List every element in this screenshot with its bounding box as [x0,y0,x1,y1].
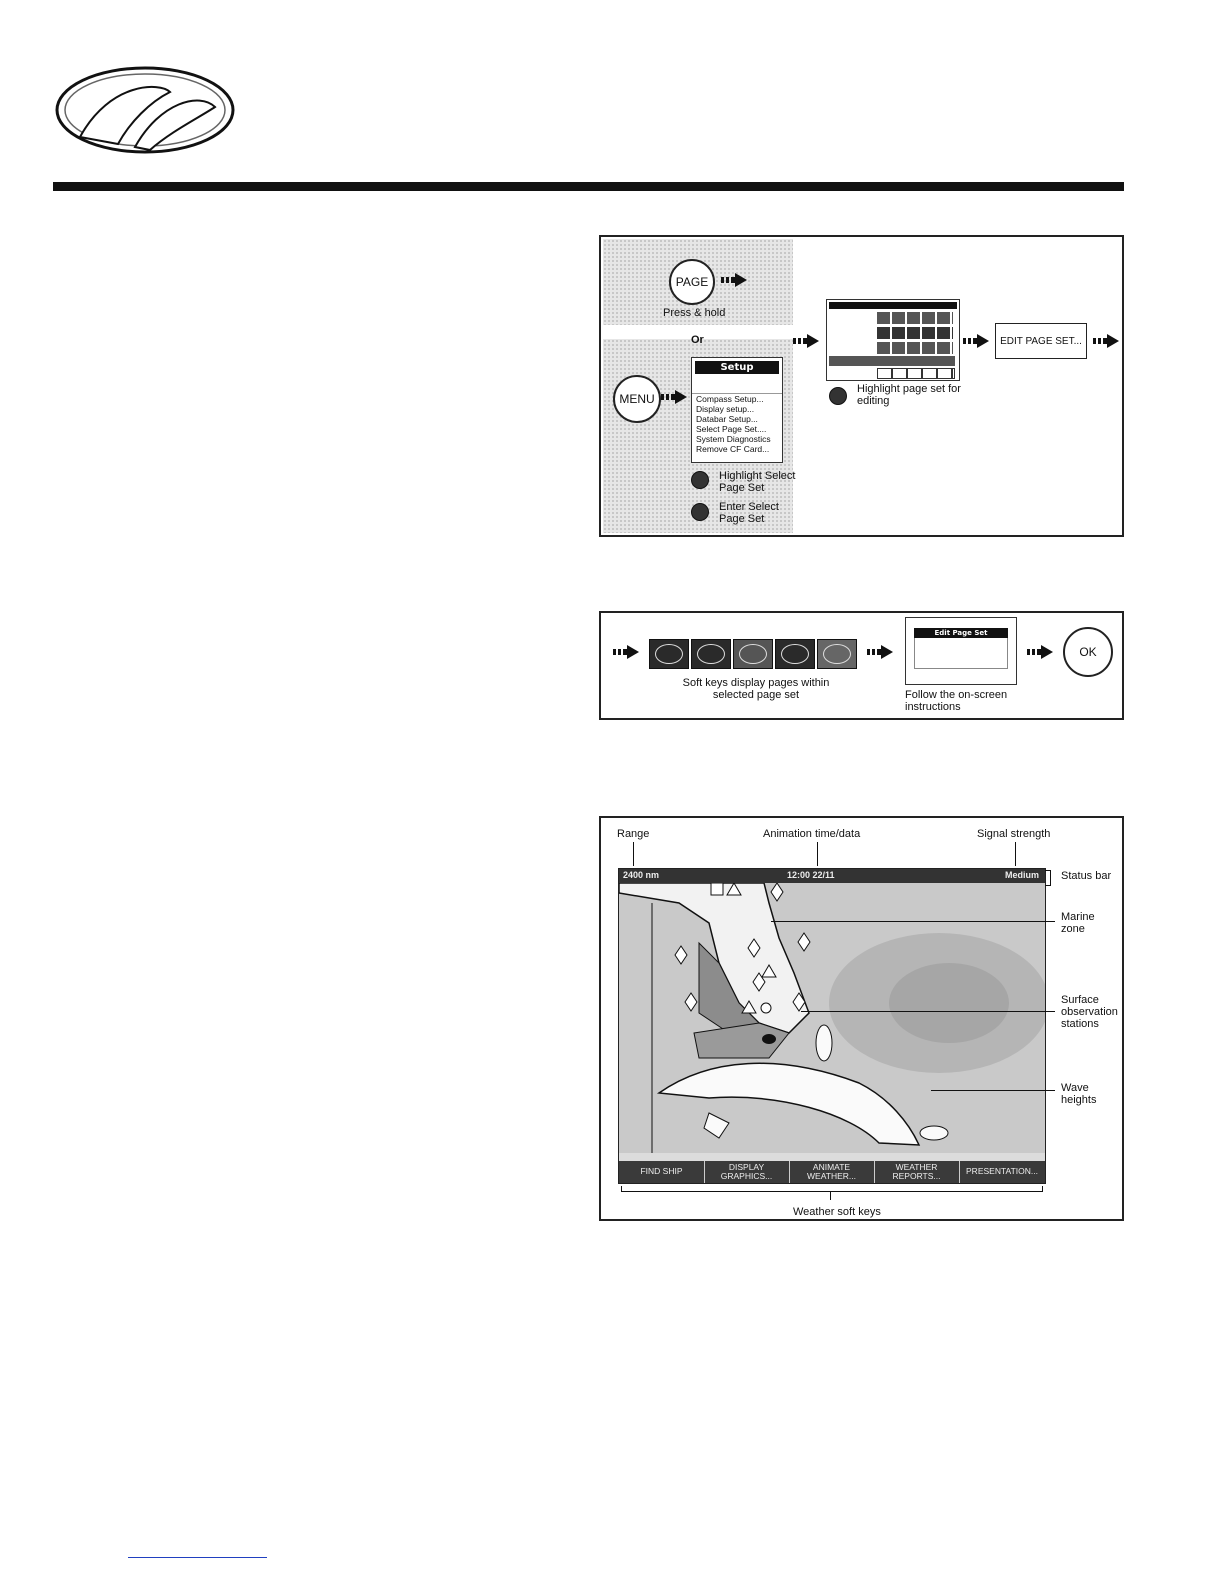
highlight-page-set-label: Highlight page set for editing [857,383,961,407]
edit-page-set-figure [599,611,1124,720]
arrow-icon [793,334,819,348]
status-bar-label: Status bar [1061,870,1112,882]
setup-menu [691,357,783,463]
page-button[interactable]: PAGE [669,259,715,305]
softkey-presentation[interactable]: PRESENTATION... [966,1166,1038,1176]
page-thumbnail [649,639,689,669]
softkey-find-ship[interactable]: FIND SHIP [640,1166,683,1176]
page-thumbnail [817,639,857,669]
menu-item[interactable]: Remove CF Card... [696,444,770,454]
menu-item[interactable]: Databar Setup... [696,414,758,424]
edit-page-set-button[interactable]: EDIT PAGE SET... [995,323,1087,359]
page-thumbnail [733,639,773,669]
softkey-animate-weather[interactable]: ANIMATE WEATHER... [807,1162,856,1181]
menu-item[interactable]: Select Page Set.... [696,424,767,434]
weather-softkeys-label: Weather soft keys [793,1206,881,1218]
arrow-icon [613,645,639,659]
ok-button[interactable]: OK [1063,627,1113,677]
arrow-icon [661,390,687,404]
arrow-icon [963,334,989,348]
page-set-selection-figure [599,235,1124,537]
animation-label: Animation time/data [763,828,861,840]
arrow-icon [1027,645,1053,659]
signal-strength-label: Signal strength [977,828,1051,840]
wave-heights-label: Wave heights [1061,1082,1097,1106]
page-thumbnail [691,639,731,669]
page-set-list-screen [826,299,960,381]
dpad-icon [829,387,847,405]
footer-link-underline [128,1557,267,1558]
or-label: Or [691,334,704,346]
marine-zone-label: Marine zone [1061,911,1095,935]
setup-menu-title: Setup [695,361,779,374]
status-time: 12:00 22/11 [787,870,835,880]
dpad-icon [691,471,709,489]
status-signal: Medium [1004,870,1039,880]
edit-page-set-dialog [905,617,1017,685]
range-label: Range [617,828,650,840]
press-hold-label: Press & hold [663,307,726,319]
enter-select-label: Enter Select Page Set [719,501,779,525]
highlight-select-label: Highlight Select Page Set [719,470,796,494]
arrow-icon [721,273,747,287]
dialog-title: Edit Page Set [914,628,1008,638]
status-range: 2400 nm [623,870,660,880]
dpad-icon [691,503,709,521]
weather-softkey-bar [619,1161,1045,1183]
follow-instructions-caption: Follow the on-screen instructions [905,689,1008,713]
arrow-icon [1093,334,1119,348]
weather-map [619,883,1045,1153]
menu-item[interactable]: Display setup... [696,404,755,414]
status-bar [619,869,1045,883]
menu-button[interactable]: MENU [613,375,661,423]
softkey-weather-reports[interactable]: WEATHER REPORTS... [892,1162,941,1181]
surface-stations-label: Surface observation stations [1061,994,1118,1030]
brand-logo [50,62,240,162]
weather-screen [618,868,1046,1184]
softkey-display-graphics[interactable]: DISPLAY GRAPHICS... [720,1162,773,1181]
arrow-icon [867,645,893,659]
weather-screen-figure [599,816,1124,1221]
menu-item[interactable]: Compass Setup... [696,394,764,404]
menu-item[interactable]: System Diagnostics [696,434,771,444]
header-rule [53,182,1124,191]
page-thumbnail [775,639,815,669]
soft-keys-caption: Soft keys display pages within selected page set [682,677,830,701]
